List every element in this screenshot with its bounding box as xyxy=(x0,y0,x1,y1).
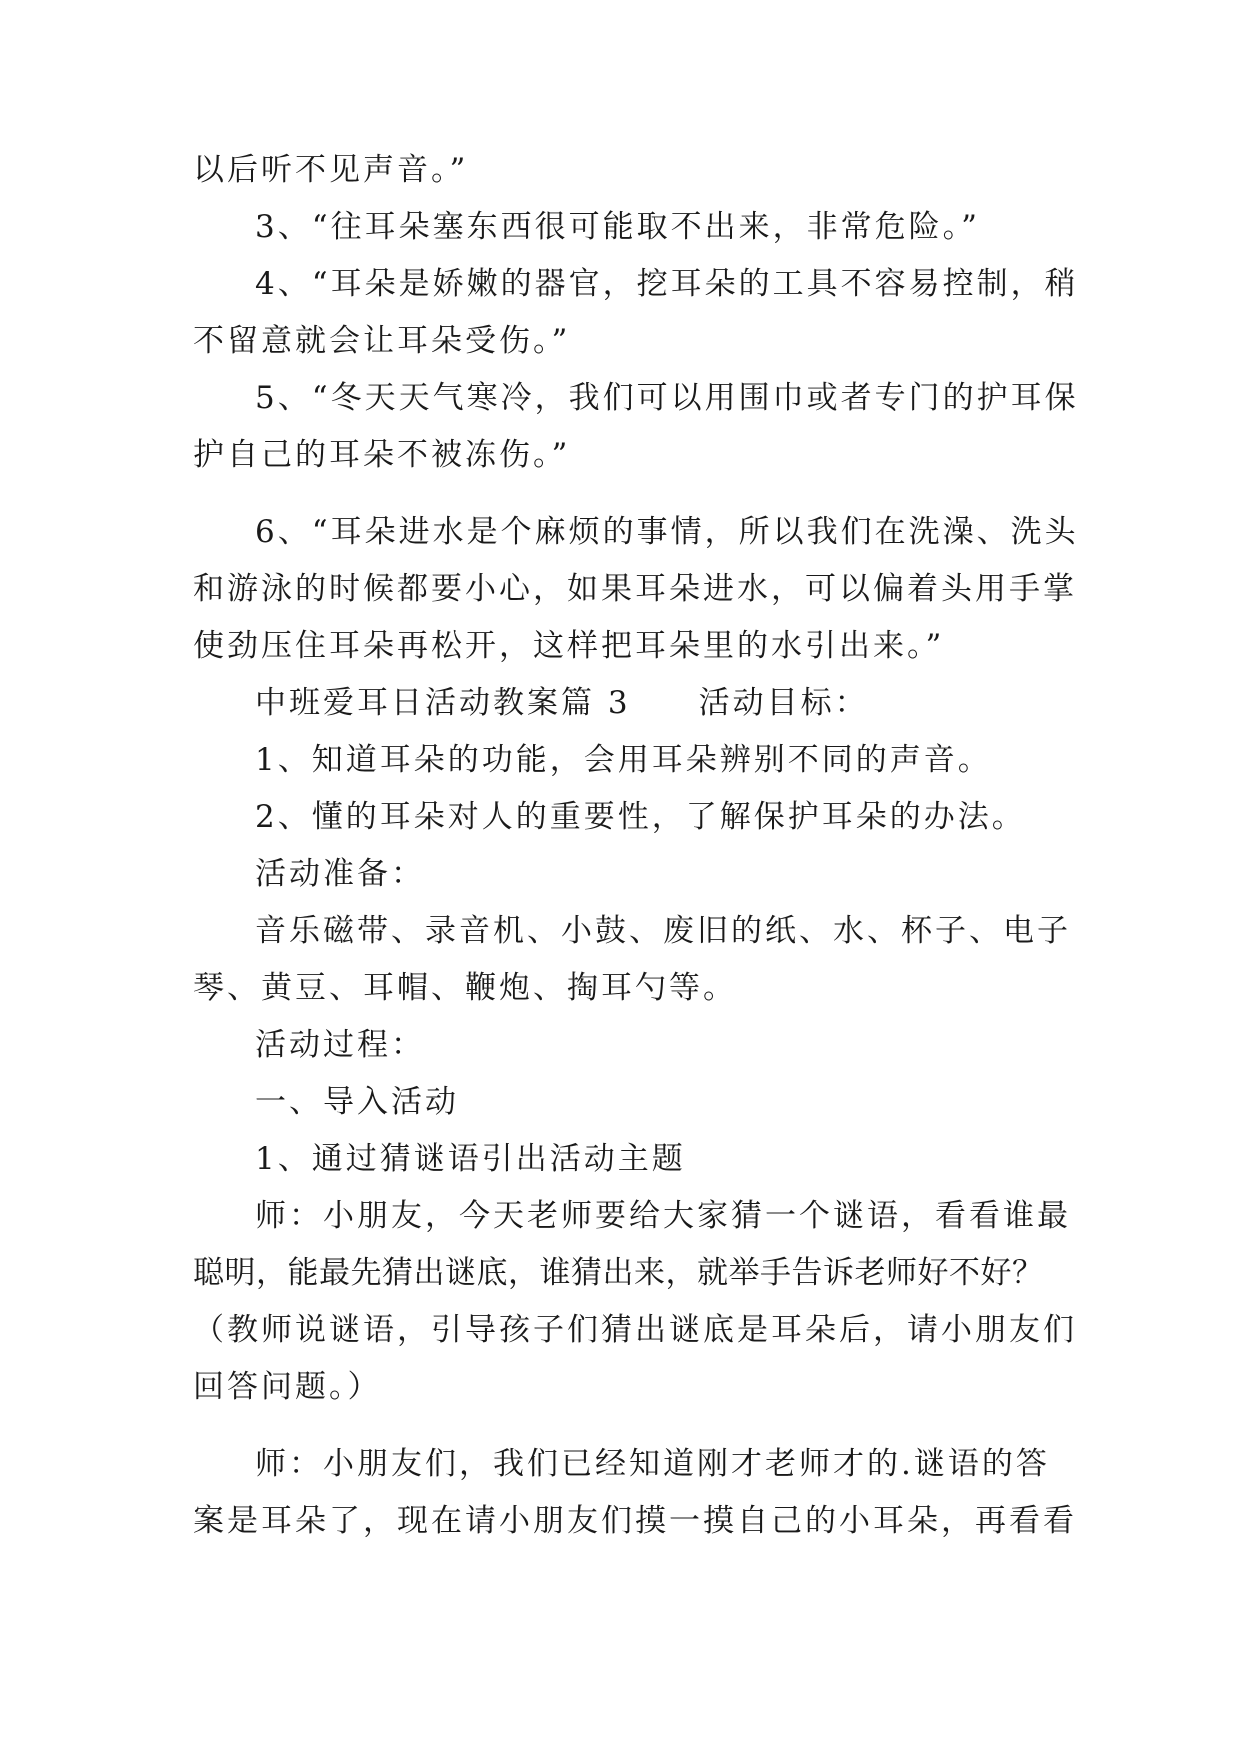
subheading: 活动过程： xyxy=(255,1027,425,1063)
text-line: 3、“往耳朵塞东西很可能取不出来，非常危险。” xyxy=(255,209,980,245)
text-line: 回答问题。） xyxy=(193,1369,382,1405)
text-line: 使劲压住耳朵再松开，这样把耳朵里的水引出来。” xyxy=(193,628,945,664)
section-heading: 中班爱耳日活动教案篇 3 活动目标： xyxy=(255,685,869,721)
text-line: 2、懂的耳朵对人的重要性，了解保护耳朵的办法。 xyxy=(255,799,1026,835)
text-line: 师：小朋友们，我们已经知道刚才老师才的.谜语的答 xyxy=(255,1446,1050,1482)
text-line: 6、“耳朵进水是个麻烦的事情，所以我们在洗澡、洗头 xyxy=(255,514,1079,550)
text-line: 案是耳朵了，现在请小朋友们摸一摸自己的小耳朵，再看看 xyxy=(193,1503,1077,1539)
text-line: 聪明，能最先猜出谜底，谁猜出来，就举手告诉老师好不好？ xyxy=(193,1255,1044,1291)
text-line: 1、通过猜谜语引出活动主题 xyxy=(255,1141,686,1177)
text-line: 护自己的耳朵不被冻伤。” xyxy=(193,437,571,473)
text-line: 音乐磁带、录音机、小鼓、废旧的纸、水、杯子、电子 xyxy=(255,913,1071,949)
subheading: 一、导入活动 xyxy=(255,1084,459,1120)
text-line: 师：小朋友，今天老师要给大家猜一个谜语，看看谁最 xyxy=(255,1198,1071,1234)
text-line: 不留意就会让耳朵受伤。” xyxy=(193,323,571,359)
text-line: 5、“冬天天气寒冷，我们可以用围巾或者专门的护耳保 xyxy=(255,380,1079,416)
text-line: 4、“耳朵是娇嫩的器官，挖耳朵的工具不容易控制，稍 xyxy=(255,266,1079,302)
subheading: 活动准备： xyxy=(255,856,425,892)
text-line: 以后听不见声音。” xyxy=(193,152,469,188)
text-line: 和游泳的时候都要小心，如果耳朵进水，可以偏着头用手掌 xyxy=(193,571,1077,607)
text-line: 1、知道耳朵的功能，会用耳朵辨别不同的声音。 xyxy=(255,742,992,778)
text-line: （教师说谜语，引导孩子们猜出谜底是耳朵后，请小朋友们 xyxy=(193,1312,1077,1348)
text-line: 琴、黄豆、耳帽、鞭炮、掏耳勺等。 xyxy=(193,970,737,1006)
